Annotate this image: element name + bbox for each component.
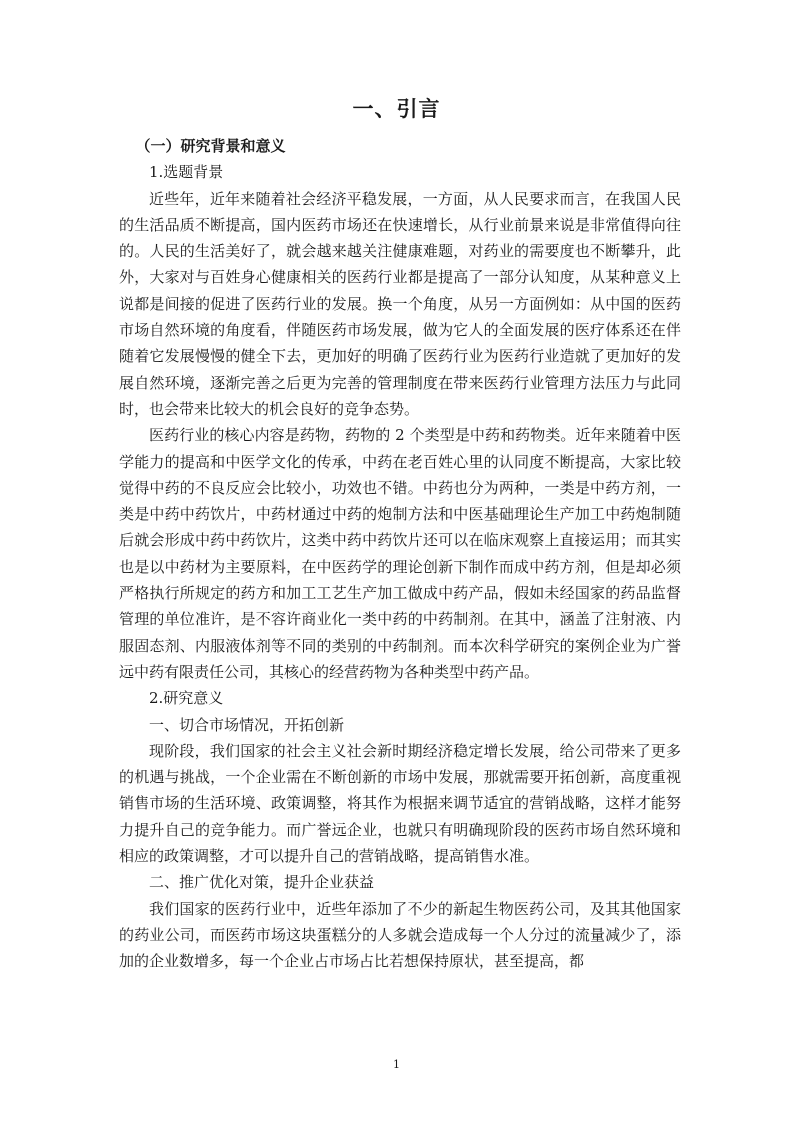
paragraph-3: 现阶段，我们国家的社会主义社会新时期经济稳定增长发展，给公司带来了更多的机遇与挑战，一个企业需在不断创新的市场中发展，那就需要开拓创新，高度重视销售市场的生活环境、政策调整，将其作为根据来调节适宜的营销战略，这样才能努力提升自己的竞争能力。而广誉远企业，也就只有明确现阶段的医药市场自然环境和相应的政策调整，才可以提升自己的营销战略，提高销售水准。 [119,741,681,866]
point-heading-1: 一、切合市场情况，开拓创新 [149,715,345,734]
point-heading-2: 二、推广优化对策，提升企业获益 [149,873,375,892]
chapter-title: 一、引言 [352,97,441,121]
subheading-background: 1.选题背景 [149,163,224,182]
paragraph-1: 近些年，近年来随着社会经济平稳发展，一方面，从人民要求而言，在我国人民的生活品质不断提高，国内医药市场还在快速增长，从行业前景来说是非常值得向往的。人民的生活美好了，就会越来越关注健康难题，对药业的需要度也不断攀升，此外，大家对与百姓身心健康相关的医药行业都是提高了一部分认知度，从某种意义上说都是间接的促进了医药行业的发展。换一个角度，从另一方面例如：从中国的医药市场自然环境的角度看，伴随医药市场发展，做为它人的全面发展的医疗体系还在伴随着它发展慢慢的健全下去，更加好的明确了医药行业为医药行业造就了更加好的发展自然环境，逐渐完善之后更为完善的管理制度在带来医药行业管理方法压力与此同时，也会带来比较大的机会良好的竞争态势。 [119,189,681,418]
page-number: 1 [393,1058,400,1071]
subheading-significance: 2.研究意义 [149,689,224,708]
section-heading: （一）研究背景和意义 [135,137,286,155]
paragraph-4: 我们国家的医药行业中，近些年添加了不少的新起生物医药公司，及其其他国家的药业公司，而医药市场这块蛋糕分的人多就会造成每一个人分过的流量减少了，添加的企业数增多，每一个企业占市场占比若想保持原状，甚至提高，都 [119,899,681,971]
paragraph-2: 医药行业的核心内容是药物，药物的 2 个类型是中药和药物类。近年来随着中医学能力的提高和中医学文化的传承，中药在老百姓心里的认同度不断提高，大家比较觉得中药的不良反应会比较小，功效也不错。中药也分为两种，一类是中药方剂，一类是中药中药饮片，中药材通过中药的炮制方法和中医基础理论生产加工中药炮制随后就会形成中药中药饮片，这类中药中药饮片还可以在临床观察上直接运用；而其实也是以中药材为主要原料，在中医药学的理论创新下制作而成中药方剂，但是却必须严格执行所规定的药方和加工工艺生产加工做成中药产品，假如未经国家的药品监督管理的单位准许，是不容许商业化一类中药的中药制剂。在其中，涵盖了注射液、内服固态剂、内服液体剂等不同的类别的中药制剂。而本次科学研究的案例企业为广誉远中药有限责任公司，其核心的经营药物为各种类型中药产品。 [119,426,681,681]
body-content [119,133,681,975]
